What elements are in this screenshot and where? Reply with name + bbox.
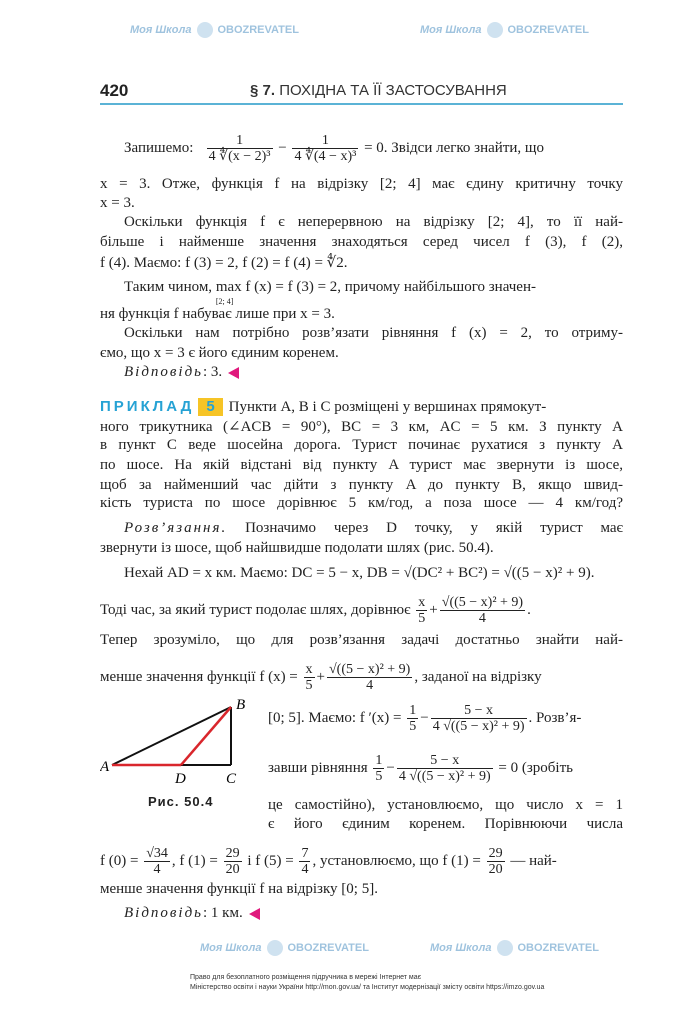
watermark <box>430 940 599 956</box>
denominator: 4 √((5 − x)² + 9) <box>432 719 525 734</box>
numerator: 5 − x <box>431 703 527 719</box>
text-line: Тепер зрозуміло, що для розв’язання задачі достатньо знайти най- <box>100 632 623 648</box>
text: Запишемо: <box>124 139 194 156</box>
answer-label: Відповідь <box>124 905 204 921</box>
watermark-text: OBOZREVATEL <box>517 941 599 954</box>
text: [0; 5]. Маємо: f ′(x) = <box>268 709 402 726</box>
text: Тоді час, за який турист подолає шлях, дорівнює <box>100 601 411 618</box>
end-marker-icon <box>228 367 239 379</box>
fraction <box>440 595 525 626</box>
watermark-logo-icon <box>197 22 213 38</box>
fraction <box>397 753 493 784</box>
text-line: ня функція f набуває лише при x = 3. <box>100 306 335 322</box>
text: завши рівняння <box>268 759 368 776</box>
fraction <box>292 133 358 164</box>
numerator: x <box>418 595 426 610</box>
text: — най- <box>506 852 557 869</box>
page-number: 420 <box>100 81 129 100</box>
fraction <box>327 662 412 693</box>
text-line: Оскільки нам потрібно розв’язати рівняння f (x) = 2, то отриму- <box>124 325 623 341</box>
watermark-text: OBOZREVATEL <box>217 23 299 36</box>
text: Позначимо через D точку, у якій турист має <box>227 520 623 536</box>
footer-line: Міністерство освіти і науки України http://mon.gov.ua/ та Інститут модернізації змісту освіти https://imzo.gov.ua <box>190 984 545 991</box>
numerator: 1 <box>375 753 383 768</box>
text-line: Оскільки функція f є неперервною на відрізку [2; 4], то її най- <box>124 214 623 230</box>
fraction <box>431 703 527 734</box>
text-line: ємо, що x = 3 є його єдиним коренем. <box>100 345 339 361</box>
fraction <box>407 703 418 734</box>
answer-value: : 3. <box>203 364 223 380</box>
denominator: 5 <box>409 719 417 734</box>
numerator: 1 <box>292 133 358 149</box>
text: f (x) = f (3) = 2, причому найбільшого значен- <box>245 279 536 295</box>
text: і f (5) = <box>243 852 294 869</box>
watermark-text: Моя Школа <box>200 941 262 954</box>
text: . <box>527 601 531 618</box>
section-number: § 7. <box>250 82 276 99</box>
watermark-logo-icon <box>497 940 513 956</box>
subscript: [2; 4] <box>215 297 234 306</box>
watermark-text: OBOZREVATEL <box>287 941 369 954</box>
text-line: більше і найменше значення знаходяться серед чисел f (3), f (2), <box>100 234 623 250</box>
fraction <box>416 595 427 626</box>
figure-caption: Рис. 50.4 <box>148 794 214 809</box>
numerator: 29 <box>488 846 503 861</box>
text-line <box>100 133 623 164</box>
text-line: менше значення функції f на відрізку [0; 5]. <box>100 881 378 897</box>
text: − <box>386 759 395 776</box>
numerator: 7 <box>301 846 309 861</box>
text-line: в пункт C веде шосейна дорога. Турист починає рухатися з пункту A <box>100 437 623 453</box>
footer-line: Право для безоплатного розміщення підручника в мережі Інтернет має <box>190 974 422 981</box>
text-line: кість туриста по шосе дорівнює 5 км/год, а поза шосе — 4 км/год? <box>100 495 623 511</box>
denominator: 5 <box>305 678 313 693</box>
numerator: 1 <box>409 703 417 718</box>
label-a: A <box>100 759 110 775</box>
triangle-figure <box>100 695 262 785</box>
text-line <box>268 753 623 784</box>
numerator: √34 <box>146 846 168 861</box>
text: f (0) = <box>100 852 139 869</box>
label-c: C <box>226 771 237 785</box>
fraction <box>207 133 273 164</box>
denominator: 4 <box>153 862 161 877</box>
watermark <box>200 940 369 956</box>
example-label: ПРИКЛАД <box>100 398 195 415</box>
example-line <box>100 398 623 416</box>
numerator: √((5 − x)² + 9) <box>441 595 524 610</box>
text: , заданої на відрізку <box>414 668 542 685</box>
text: + <box>429 601 438 618</box>
watermark <box>130 22 299 38</box>
text-line <box>100 519 623 537</box>
numerator: x <box>305 662 313 677</box>
text-line: f (4). Маємо: f (3) = 2, f (2) = f (4) = ∜2. <box>100 255 348 271</box>
text-line <box>100 846 623 877</box>
watermark-text: Моя Школа <box>420 23 482 36</box>
denominator: 4 √((5 − x)² + 9) <box>398 769 491 784</box>
text-line: щоб за найменший час дійти з пункту A до пункту B, якщо швид- <box>100 477 623 493</box>
denominator: 20 <box>488 862 503 877</box>
answer-line <box>100 363 623 381</box>
numerator: √((5 − x)² + 9) <box>329 662 411 677</box>
fraction <box>373 753 384 784</box>
text-line: це самостійно), установлюємо, що число x = 1 <box>268 797 623 813</box>
watermark-text: Моя Школа <box>430 941 492 954</box>
fraction <box>487 846 505 877</box>
solution-label: Розв’язання. <box>124 520 228 536</box>
header-rule <box>100 103 623 105</box>
watermark-text: Моя Школа <box>130 23 192 36</box>
label-b: B <box>236 697 246 713</box>
denominator: 4 ∜(4 − x)³ <box>294 149 357 164</box>
watermark-logo-icon <box>267 940 283 956</box>
side-ab <box>112 707 231 765</box>
max-operator <box>215 278 242 306</box>
answer-label: Відповідь <box>124 364 204 380</box>
text: − <box>420 709 429 726</box>
denominator: 5 <box>375 769 383 784</box>
denominator: 4 <box>366 678 374 693</box>
text-line: x = 3. Отже, функція f на відрізку [2; 4] має єдину критичну точку <box>100 176 623 192</box>
text-line <box>268 703 623 734</box>
text-line: по шосе. На якій відстані від пункту A турист має звернути із шосе, <box>100 457 623 473</box>
text-line: ного трикутника (∠ACB = 90°), BC = 3 км, AC = 5 км. З пункту A <box>100 419 623 435</box>
text-line <box>100 278 623 306</box>
text: , f (1) = <box>171 852 218 869</box>
text: Пункти A, B і C розміщені у вершинах прямокут- <box>228 399 547 415</box>
numerator: 29 <box>225 846 240 861</box>
end-marker-icon <box>249 908 260 920</box>
denominator: 4 <box>301 862 309 877</box>
denominator: 4 ∜(x − 2)³ <box>208 149 271 164</box>
text: . Розв’я- <box>528 709 582 726</box>
denominator: 20 <box>225 862 240 877</box>
watermark-logo-icon <box>487 22 503 38</box>
watermark <box>420 22 589 38</box>
fraction <box>224 846 242 877</box>
text: менше значення функції f (x) = <box>100 668 298 685</box>
fraction <box>304 662 315 693</box>
watermark-text: OBOZREVATEL <box>507 23 589 36</box>
text: + <box>316 668 325 685</box>
text-line: x = 3. <box>100 195 135 211</box>
section-title <box>250 82 507 99</box>
fraction <box>299 846 310 877</box>
path-db <box>181 707 231 765</box>
text-line: є його єдиним коренем. Порівнюючи числа <box>268 816 623 832</box>
text-line <box>100 595 623 626</box>
section-name: ПОХІДНА ТА ЇЇ ЗАСТОСУВАННЯ <box>275 82 507 99</box>
text-line: Нехай AD = x км. Маємо: DC = 5 − x, DB = √(DC² + BC²) = √((5 − x)² + 9). <box>124 565 595 581</box>
text: Таким чином, <box>124 279 213 295</box>
text: = 0. Звідси легко знайти, що <box>364 139 544 156</box>
numerator: 1 <box>207 133 273 149</box>
numerator: 5 − x <box>397 753 493 769</box>
label-d: D <box>175 771 186 785</box>
text-line: звернути із шосе, щоб найшвидше подолати шлях (рис. 50.4). <box>100 540 494 556</box>
denominator: 5 <box>418 611 426 626</box>
text: − <box>278 139 287 156</box>
fraction <box>144 846 170 877</box>
text-line <box>100 662 623 693</box>
answer-value: : 1 км. <box>203 905 243 921</box>
answer-line <box>100 904 623 922</box>
example-number: 5 <box>198 398 222 416</box>
denominator: 4 <box>478 611 486 626</box>
text: , установлюємо, що f (1) = <box>312 852 481 869</box>
text: max <box>215 279 242 295</box>
text: = 0 (зробіть <box>498 759 573 776</box>
